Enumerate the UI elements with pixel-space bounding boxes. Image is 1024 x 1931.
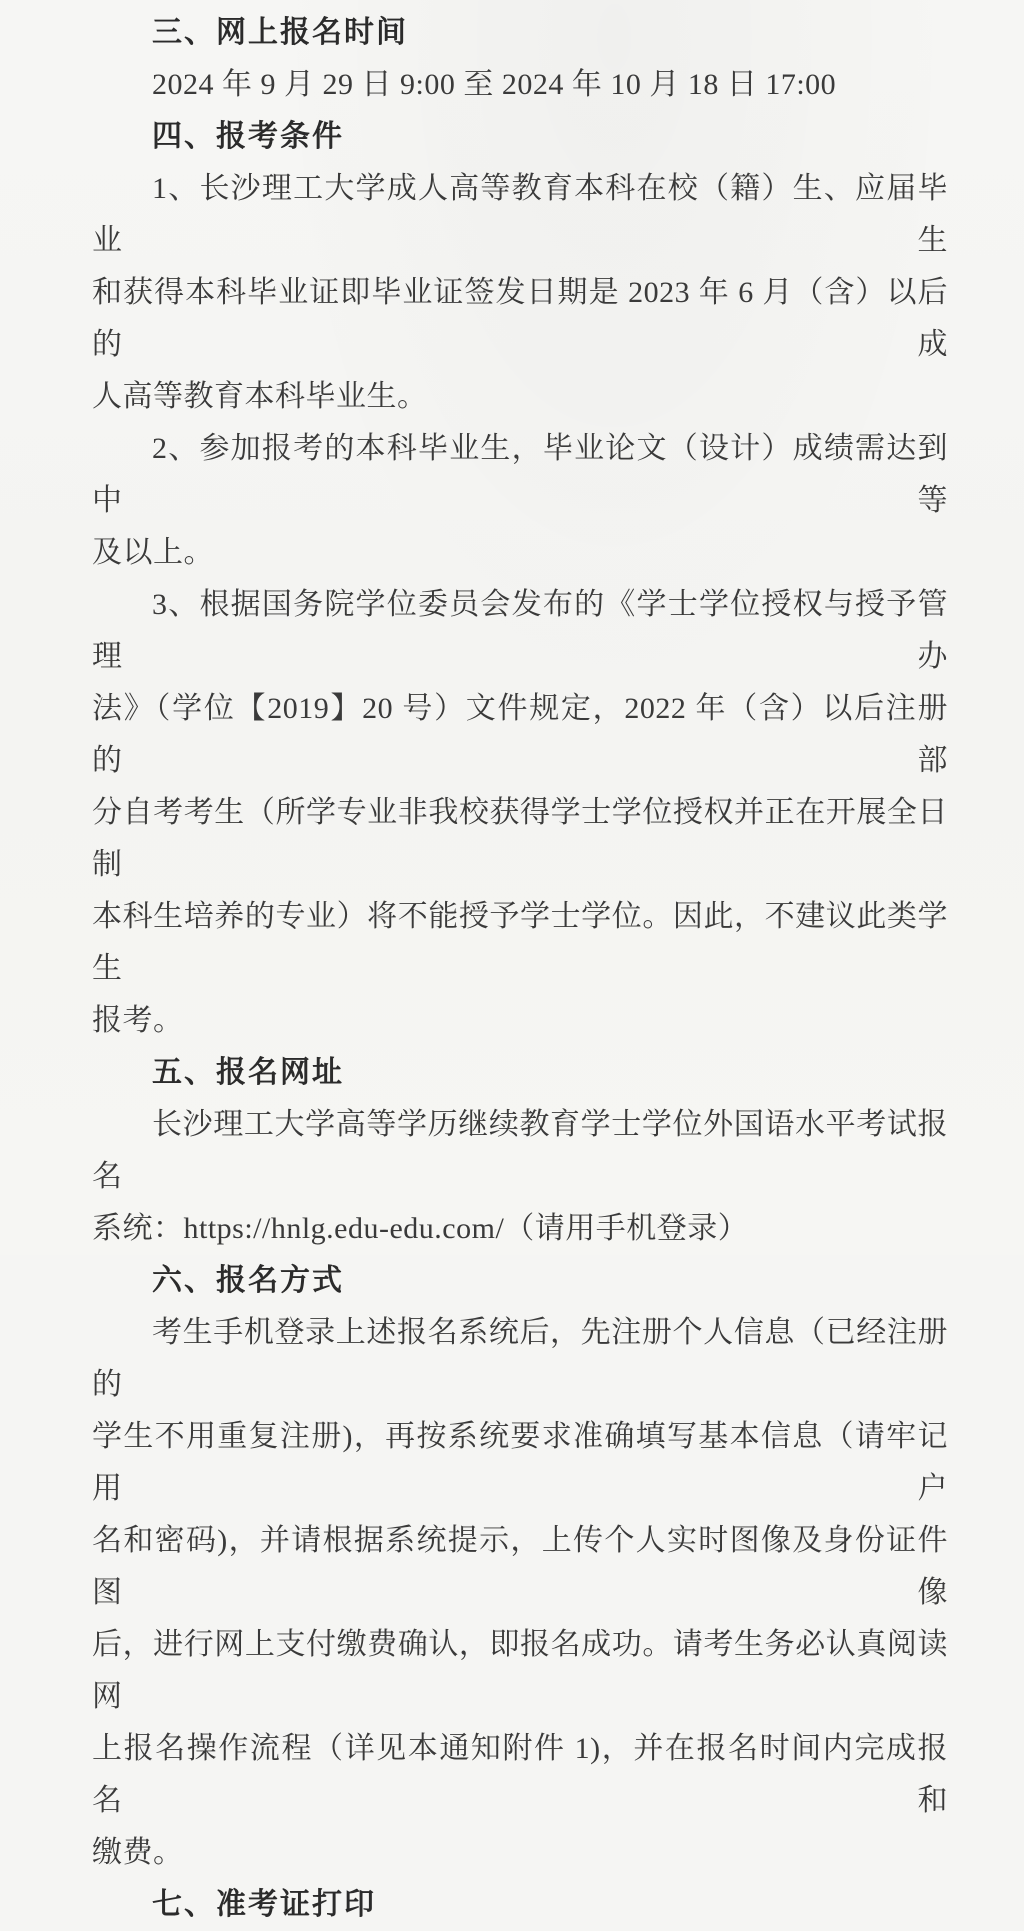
section-heading: 五、报名网址: [152, 1056, 344, 1089]
paragraph: [92, 423, 948, 579]
text-line: 系统：https://hnlg.edu-edu.com/（请用手机登录）: [92, 1212, 749, 1245]
paragraph: [92, 59, 948, 111]
document-body: [92, 7, 948, 1931]
section-heading: 七、准考证打印: [152, 1888, 376, 1921]
text-line: 及以上。: [92, 536, 214, 569]
text-line: 法》（学位【2019】20 号）文件规定，2022 年（含）以后注册的部: [92, 692, 948, 777]
text-line: 名和密码)，并请根据系统提示，上传个人实时图像及身份证件图像: [92, 1524, 948, 1609]
text-line: 2024 年 9 月 29 日 9:00 至 2024 年 10 月 18 日 17:00: [152, 68, 837, 101]
text-line: 本科生培养的专业）将不能授予学士学位。因此，不建议此类学生: [92, 900, 948, 985]
paragraph: [92, 1307, 948, 1879]
text-line: 报考。: [92, 1004, 184, 1037]
paragraph: [92, 163, 948, 423]
text-line: 3、根据国务院学位委员会发布的《学士学位授权与授予管理办: [92, 588, 948, 673]
text-line: 分自考考生（所学专业非我校获得学士学位授权并正在开展全日制: [92, 796, 948, 881]
section-heading: 三、网上报名时间: [152, 16, 408, 49]
text-line: 考生手机登录上述报名系统后，先注册个人信息（已经注册的: [92, 1316, 948, 1401]
text-line: 1、长沙理工大学成人高等教育本科在校（籍）生、应届毕业生: [92, 172, 948, 257]
text-line: 缴费。: [92, 1836, 184, 1869]
section-heading: 六、报名方式: [152, 1264, 344, 1297]
paragraph: [92, 579, 948, 1047]
text-line: 和获得本科毕业证即毕业证签发日期是 2023 年 6 月（含）以后的成: [92, 276, 948, 361]
text-line: 2、参加报考的本科毕业生，毕业论文（设计）成绩需达到中等: [92, 432, 948, 517]
section-heading: 四、报考条件: [152, 120, 344, 153]
paragraph: [92, 1099, 948, 1255]
text-line: 后，进行网上支付缴费确认，即报名成功。请考生务必认真阅读网: [92, 1628, 948, 1713]
text-line: 上报名操作流程（详见本通知附件 1)，并在报名时间内完成报名和: [92, 1732, 948, 1817]
text-line: 学生不用重复注册)，再按系统要求准确填写基本信息（请牢记用户: [92, 1420, 948, 1505]
text-line: 长沙理工大学高等学历继续教育学士学位外国语水平考试报名: [92, 1108, 948, 1193]
text-line: 人高等教育本科毕业生。: [92, 380, 428, 413]
